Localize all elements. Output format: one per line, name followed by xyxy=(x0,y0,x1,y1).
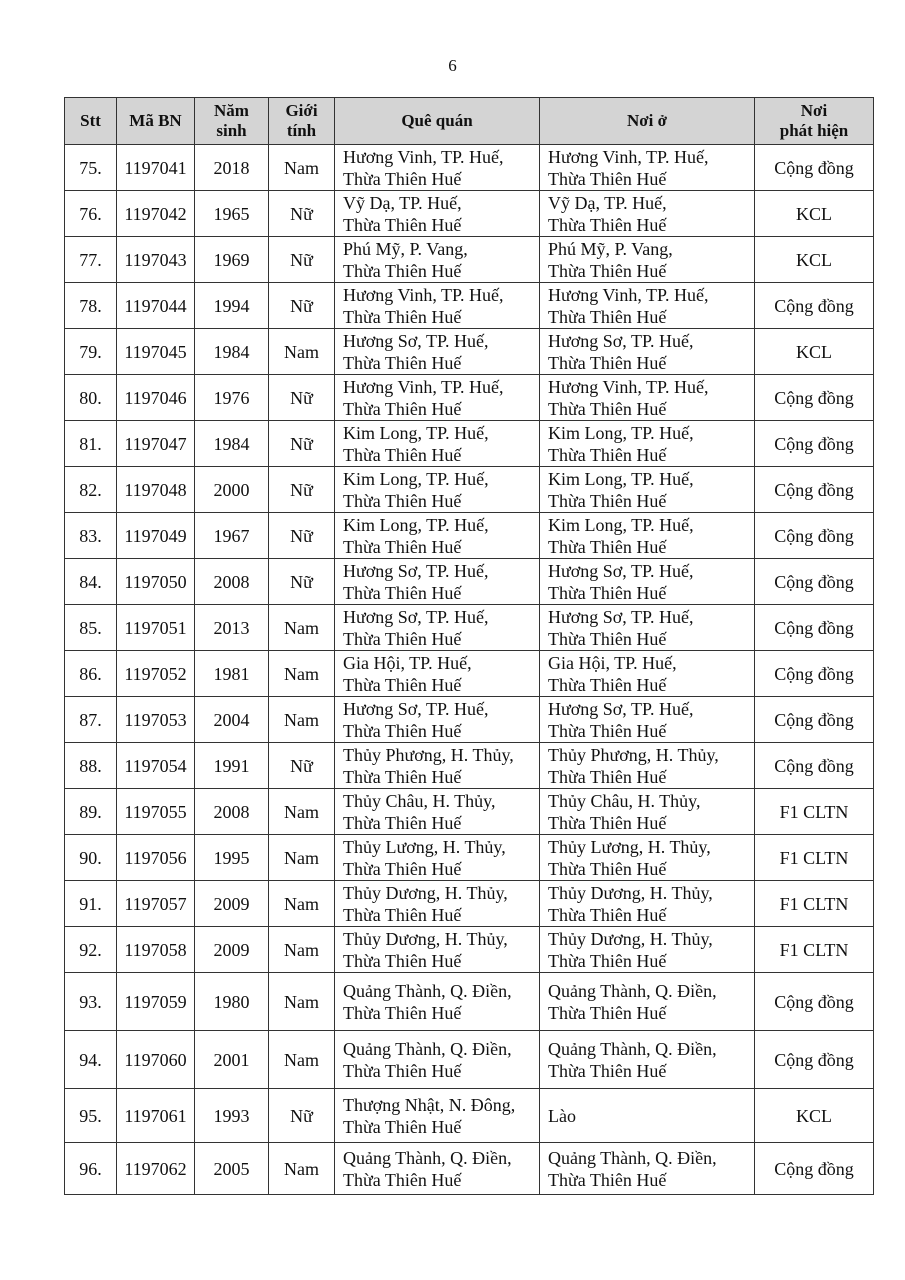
cell-birth-year: 2008 xyxy=(195,559,269,605)
cell-hometown-line1: Thủy Dương, H. Thủy, xyxy=(343,928,508,949)
cell-residence-line2: Thừa Thiên Huế xyxy=(548,628,667,649)
cell-birth-year: 1965 xyxy=(195,191,269,237)
cell-residence-line1: Kim Long, TP. Huế, xyxy=(548,514,694,535)
cell-hometown-line2: Thừa Thiên Huế xyxy=(343,1169,462,1190)
table-row xyxy=(65,329,874,375)
cell-hometown-line2: Thừa Thiên Huế xyxy=(343,1002,462,1023)
table-row xyxy=(65,467,874,513)
table-row xyxy=(65,375,874,421)
table-row xyxy=(65,789,874,835)
cell-sex: Nam xyxy=(269,605,335,651)
cell-sex: Nam xyxy=(269,145,335,191)
cell-hometown-line2: Thừa Thiên Huế xyxy=(343,444,462,465)
table-row xyxy=(65,973,874,1031)
cell-hometown-line1: Hương Sơ, TP. Huế, xyxy=(343,330,489,351)
cell-stt: 91. xyxy=(65,881,117,927)
cell-hometown-line2: Thừa Thiên Huế xyxy=(343,674,462,695)
cell-residence-line1: Hương Sơ, TP. Huế, xyxy=(548,330,694,351)
cell-stt: 88. xyxy=(65,743,117,789)
cell-hometown-line2: Thừa Thiên Huế xyxy=(343,582,462,603)
cell-residence xyxy=(540,789,755,835)
table-row xyxy=(65,651,874,697)
cell-stt: 95. xyxy=(65,1089,117,1143)
cell-patient-id: 1197043 xyxy=(117,237,195,283)
cell-birth-year: 2005 xyxy=(195,1143,269,1195)
cell-hometown-line2: Thừa Thiên Huế xyxy=(343,490,462,511)
cell-residence xyxy=(540,467,755,513)
cell-residence-line2: Thừa Thiên Huế xyxy=(548,214,667,235)
table-row xyxy=(65,881,874,927)
cell-birth-year: 1981 xyxy=(195,651,269,697)
cell-residence-line1: Gia Hội, TP. Huế, xyxy=(548,652,677,673)
cell-residence xyxy=(540,881,755,927)
cell-patient-id: 1197044 xyxy=(117,283,195,329)
cell-detection-place: F1 CLTN xyxy=(755,881,874,927)
cell-residence xyxy=(540,283,755,329)
cell-detection-place: Cộng đồng xyxy=(755,467,874,513)
cell-patient-id: 1197052 xyxy=(117,651,195,697)
cell-residence xyxy=(540,973,755,1031)
cell-birth-year: 1976 xyxy=(195,375,269,421)
cell-hometown xyxy=(335,283,540,329)
cell-stt: 79. xyxy=(65,329,117,375)
cell-stt: 86. xyxy=(65,651,117,697)
cell-residence-line2: Thừa Thiên Huế xyxy=(548,1002,667,1023)
header-patient-id: Mã BN xyxy=(117,98,195,145)
cell-residence-line2: Thừa Thiên Huế xyxy=(548,858,667,879)
cell-detection-place: KCL xyxy=(755,1089,874,1143)
cell-detection-place: Cộng đồng xyxy=(755,697,874,743)
table-row xyxy=(65,283,874,329)
cell-patient-id: 1197055 xyxy=(117,789,195,835)
cell-sex: Nữ xyxy=(269,421,335,467)
cell-detection-place: Cộng đồng xyxy=(755,283,874,329)
cell-patient-id: 1197042 xyxy=(117,191,195,237)
cell-residence-line1: Thủy Phương, H. Thủy, xyxy=(548,744,719,765)
cell-residence-line2: Thừa Thiên Huế xyxy=(548,168,667,189)
cell-hometown-line2: Thừa Thiên Huế xyxy=(343,950,462,971)
cell-residence-line2: Thừa Thiên Huế xyxy=(548,812,667,833)
cell-stt: 90. xyxy=(65,835,117,881)
cell-birth-year: 2001 xyxy=(195,1031,269,1089)
cell-residence-line2: Thừa Thiên Huế xyxy=(548,444,667,465)
cell-hometown-line2: Thừa Thiên Huế xyxy=(343,766,462,787)
cell-residence xyxy=(540,1031,755,1089)
cell-residence xyxy=(540,1089,755,1143)
cell-residence xyxy=(540,605,755,651)
cell-hometown xyxy=(335,191,540,237)
cell-residence xyxy=(540,1143,755,1195)
cell-residence-line1: Quảng Thành, Q. Điền, xyxy=(548,980,717,1001)
cell-hometown-line1: Quảng Thành, Q. Điền, xyxy=(343,980,512,1001)
cell-sex: Nam xyxy=(269,329,335,375)
cell-patient-id: 1197061 xyxy=(117,1089,195,1143)
cell-residence-line1: Quảng Thành, Q. Điền, xyxy=(548,1038,717,1059)
cell-sex: Nữ xyxy=(269,467,335,513)
cell-stt: 89. xyxy=(65,789,117,835)
cell-patient-id: 1197050 xyxy=(117,559,195,605)
cell-birth-year: 2008 xyxy=(195,789,269,835)
header-birth-year xyxy=(195,98,269,145)
cell-hometown-line1: Thủy Phương, H. Thủy, xyxy=(343,744,514,765)
cell-hometown-line2: Thừa Thiên Huế xyxy=(343,720,462,741)
cell-residence xyxy=(540,651,755,697)
cell-residence-line1: Hương Vinh, TP. Huế, xyxy=(548,146,709,167)
cell-patient-id: 1197053 xyxy=(117,697,195,743)
cell-hometown-line2: Thừa Thiên Huế xyxy=(343,858,462,879)
cell-birth-year: 1967 xyxy=(195,513,269,559)
cell-hometown xyxy=(335,697,540,743)
cell-detection-place: Cộng đồng xyxy=(755,375,874,421)
cell-hometown xyxy=(335,973,540,1031)
cell-detection-place: F1 CLTN xyxy=(755,927,874,973)
cell-detection-place: Cộng đồng xyxy=(755,559,874,605)
cell-sex: Nam xyxy=(269,881,335,927)
cell-residence xyxy=(540,329,755,375)
cell-sex: Nam xyxy=(269,1031,335,1089)
cell-hometown-line1: Hương Sơ, TP. Huế, xyxy=(343,606,489,627)
cell-hometown-line1: Thủy Lương, H. Thủy, xyxy=(343,836,506,857)
cell-hometown xyxy=(335,881,540,927)
table-row xyxy=(65,743,874,789)
table-row xyxy=(65,237,874,283)
cell-detection-place: Cộng đồng xyxy=(755,743,874,789)
cell-sex: Nữ xyxy=(269,1089,335,1143)
cell-residence xyxy=(540,697,755,743)
cell-patient-id: 1197054 xyxy=(117,743,195,789)
cell-stt: 81. xyxy=(65,421,117,467)
cell-hometown-line2: Thừa Thiên Huế xyxy=(343,260,462,281)
cell-stt: 87. xyxy=(65,697,117,743)
cell-residence-line1: Hương Sơ, TP. Huế, xyxy=(548,606,694,627)
cell-detection-place: Cộng đồng xyxy=(755,1143,874,1195)
cell-detection-place: KCL xyxy=(755,237,874,283)
cell-sex: Nữ xyxy=(269,191,335,237)
cell-patient-id: 1197047 xyxy=(117,421,195,467)
table-row xyxy=(65,605,874,651)
cell-patient-id: 1197046 xyxy=(117,375,195,421)
cell-residence-line1: Phú Mỹ, P. Vang, xyxy=(548,238,673,259)
cell-birth-year: 1995 xyxy=(195,835,269,881)
cell-hometown-line2: Thừa Thiên Huế xyxy=(343,306,462,327)
cell-residence-line1: Vỹ Dạ, TP. Huế, xyxy=(548,192,667,213)
table-row xyxy=(65,145,874,191)
cell-residence-line2: Thừa Thiên Huế xyxy=(548,260,667,281)
cell-hometown-line1: Hương Vinh, TP. Huế, xyxy=(343,146,504,167)
cell-residence-line2: Thừa Thiên Huế xyxy=(548,1060,667,1081)
cell-hometown xyxy=(335,743,540,789)
cell-residence xyxy=(540,743,755,789)
cell-sex: Nữ xyxy=(269,559,335,605)
cell-residence-line2: Thừa Thiên Huế xyxy=(548,950,667,971)
cell-stt: 78. xyxy=(65,283,117,329)
cell-stt: 84. xyxy=(65,559,117,605)
cell-stt: 96. xyxy=(65,1143,117,1195)
cell-residence-line1: Hương Vinh, TP. Huế, xyxy=(548,284,709,305)
cell-hometown-line1: Kim Long, TP. Huế, xyxy=(343,422,489,443)
cell-birth-year: 1984 xyxy=(195,421,269,467)
cell-hometown-line1: Thủy Châu, H. Thủy, xyxy=(343,790,496,811)
cell-residence-line1: Quảng Thành, Q. Điền, xyxy=(548,1147,717,1168)
cell-hometown xyxy=(335,513,540,559)
cell-residence-line2: Thừa Thiên Huế xyxy=(548,306,667,327)
cell-stt: 92. xyxy=(65,927,117,973)
cell-residence xyxy=(540,375,755,421)
cell-residence-line1: Thủy Châu, H. Thủy, xyxy=(548,790,701,811)
cell-hometown-line1: Kim Long, TP. Huế, xyxy=(343,514,489,535)
cell-detection-place: Cộng đồng xyxy=(755,513,874,559)
cell-patient-id: 1197057 xyxy=(117,881,195,927)
cell-hometown xyxy=(335,559,540,605)
cell-birth-year: 2018 xyxy=(195,145,269,191)
cell-hometown-line2: Thừa Thiên Huế xyxy=(343,628,462,649)
cell-residence xyxy=(540,421,755,467)
cell-detection-place: Cộng đồng xyxy=(755,145,874,191)
cell-residence-line2: Thừa Thiên Huế xyxy=(548,674,667,695)
cell-residence-line2: Thừa Thiên Huế xyxy=(548,398,667,419)
cell-patient-id: 1197062 xyxy=(117,1143,195,1195)
cell-sex: Nữ xyxy=(269,513,335,559)
cell-hometown xyxy=(335,789,540,835)
table-header xyxy=(65,98,874,145)
cell-residence-line1: Hương Vinh, TP. Huế, xyxy=(548,376,709,397)
cell-sex: Nữ xyxy=(269,283,335,329)
cell-hometown-line1: Quảng Thành, Q. Điền, xyxy=(343,1038,512,1059)
table-row xyxy=(65,1031,874,1089)
cell-residence xyxy=(540,191,755,237)
cell-patient-id: 1197048 xyxy=(117,467,195,513)
table-row xyxy=(65,191,874,237)
cell-detection-place: Cộng đồng xyxy=(755,421,874,467)
cell-detection-place: F1 CLTN xyxy=(755,789,874,835)
table-row xyxy=(65,835,874,881)
cell-patient-id: 1197059 xyxy=(117,973,195,1031)
cell-residence-line2: Thừa Thiên Huế xyxy=(548,720,667,741)
cell-hometown xyxy=(335,467,540,513)
table-row xyxy=(65,421,874,467)
cell-stt: 76. xyxy=(65,191,117,237)
cell-sex: Nam xyxy=(269,789,335,835)
cell-birth-year: 2009 xyxy=(195,881,269,927)
cell-birth-year: 1993 xyxy=(195,1089,269,1143)
cell-hometown xyxy=(335,329,540,375)
cell-residence-line1: Thủy Dương, H. Thủy, xyxy=(548,882,713,903)
cell-detection-place: KCL xyxy=(755,329,874,375)
cell-hometown-line2: Thừa Thiên Huế xyxy=(343,812,462,833)
cell-detection-place: Cộng đồng xyxy=(755,605,874,651)
cell-sex: Nam xyxy=(269,697,335,743)
cell-residence xyxy=(540,145,755,191)
cell-residence-line1: Hương Sơ, TP. Huế, xyxy=(548,698,694,719)
cell-hometown-line1: Hương Sơ, TP. Huế, xyxy=(343,698,489,719)
cell-residence-line1: Kim Long, TP. Huế, xyxy=(548,422,694,443)
cell-patient-id: 1197045 xyxy=(117,329,195,375)
header-birth-year-line2: sinh xyxy=(216,121,247,140)
cell-sex: Nam xyxy=(269,1143,335,1195)
cell-stt: 82. xyxy=(65,467,117,513)
cell-hometown xyxy=(335,1143,540,1195)
cell-hometown-line1: Thủy Dương, H. Thủy, xyxy=(343,882,508,903)
cell-detection-place: Cộng đồng xyxy=(755,1031,874,1089)
cell-sex: Nam xyxy=(269,835,335,881)
cell-residence-line1: Thủy Dương, H. Thủy, xyxy=(548,928,713,949)
cell-hometown-line1: Vỹ Dạ, TP. Huế, xyxy=(343,192,462,213)
cell-hometown xyxy=(335,835,540,881)
cell-hometown-line2: Thừa Thiên Huế xyxy=(343,168,462,189)
cell-residence xyxy=(540,513,755,559)
cell-residence-line1: Lào xyxy=(548,1105,576,1126)
cell-birth-year: 1991 xyxy=(195,743,269,789)
cell-sex: Nữ xyxy=(269,237,335,283)
cell-stt: 85. xyxy=(65,605,117,651)
cell-hometown-line2: Thừa Thiên Huế xyxy=(343,214,462,235)
header-detection-place xyxy=(755,98,874,145)
cell-residence-line1: Thủy Lương, H. Thủy, xyxy=(548,836,711,857)
cell-residence-line2: Thừa Thiên Huế xyxy=(548,904,667,925)
header-birth-year-line1: Năm xyxy=(214,101,249,120)
cell-hometown-line1: Hương Sơ, TP. Huế, xyxy=(343,560,489,581)
cell-sex: Nam xyxy=(269,651,335,697)
cell-detection-place: Cộng đồng xyxy=(755,973,874,1031)
cell-birth-year: 1994 xyxy=(195,283,269,329)
cell-hometown-line1: Hương Vinh, TP. Huế, xyxy=(343,376,504,397)
header-detection-line2: phát hiện xyxy=(779,121,849,140)
cell-residence-line2: Thừa Thiên Huế xyxy=(548,490,667,511)
page-number: 6 xyxy=(448,56,457,75)
header-sex-line2: tính xyxy=(286,121,317,140)
cell-detection-place: F1 CLTN xyxy=(755,835,874,881)
cell-patient-id: 1197051 xyxy=(117,605,195,651)
cell-hometown xyxy=(335,1031,540,1089)
cell-hometown-line1: Gia Hội, TP. Huế, xyxy=(343,652,472,673)
cell-hometown-line1: Thượng Nhật, N. Đông, xyxy=(343,1094,516,1115)
cell-hometown xyxy=(335,145,540,191)
cell-patient-id: 1197060 xyxy=(117,1031,195,1089)
cell-hometown xyxy=(335,927,540,973)
cell-stt: 93. xyxy=(65,973,117,1031)
cell-hometown-line2: Thừa Thiên Huế xyxy=(343,352,462,373)
cell-patient-id: 1197041 xyxy=(117,145,195,191)
cell-hometown-line1: Kim Long, TP. Huế, xyxy=(343,468,489,489)
cell-detection-place: Cộng đồng xyxy=(755,651,874,697)
cell-hometown-line1: Quảng Thành, Q. Điền, xyxy=(343,1147,512,1168)
cell-hometown-line1: Phú Mỹ, P. Vang, xyxy=(343,238,468,259)
cell-patient-id: 1197049 xyxy=(117,513,195,559)
cell-sex: Nam xyxy=(269,973,335,1031)
table-row xyxy=(65,927,874,973)
table-row xyxy=(65,1143,874,1195)
table-row xyxy=(65,513,874,559)
cell-residence xyxy=(540,237,755,283)
cell-hometown xyxy=(335,651,540,697)
cell-hometown-line2: Thừa Thiên Huế xyxy=(343,1116,462,1137)
cell-sex: Nữ xyxy=(269,375,335,421)
header-sex xyxy=(269,98,335,145)
cell-stt: 77. xyxy=(65,237,117,283)
cell-sex: Nam xyxy=(269,927,335,973)
cell-detection-place: KCL xyxy=(755,191,874,237)
cell-residence xyxy=(540,559,755,605)
cell-hometown-line2: Thừa Thiên Huế xyxy=(343,398,462,419)
cell-stt: 94. xyxy=(65,1031,117,1089)
cell-birth-year: 2000 xyxy=(195,467,269,513)
cell-birth-year: 1984 xyxy=(195,329,269,375)
cell-stt: 83. xyxy=(65,513,117,559)
cell-hometown xyxy=(335,421,540,467)
cell-birth-year: 2004 xyxy=(195,697,269,743)
cell-hometown-line2: Thừa Thiên Huế xyxy=(343,904,462,925)
table-body xyxy=(65,145,874,1195)
cell-residence-line2: Thừa Thiên Huế xyxy=(548,536,667,557)
cell-birth-year: 2009 xyxy=(195,927,269,973)
cell-patient-id: 1197058 xyxy=(117,927,195,973)
table-row xyxy=(65,559,874,605)
header-detection-line1: Nơi xyxy=(800,101,828,120)
cell-residence-line2: Thừa Thiên Huế xyxy=(548,352,667,373)
cell-birth-year: 1980 xyxy=(195,973,269,1031)
table-row xyxy=(65,1089,874,1143)
cases-table xyxy=(64,97,874,1195)
cell-residence-line2: Thừa Thiên Huế xyxy=(548,582,667,603)
cell-residence-line1: Hương Sơ, TP. Huế, xyxy=(548,560,694,581)
cell-hometown-line2: Thừa Thiên Huế xyxy=(343,536,462,557)
cell-patient-id: 1197056 xyxy=(117,835,195,881)
header-residence: Nơi ở xyxy=(540,98,755,145)
cell-stt: 75. xyxy=(65,145,117,191)
cell-residence xyxy=(540,927,755,973)
cell-birth-year: 1969 xyxy=(195,237,269,283)
cell-sex: Nữ xyxy=(269,743,335,789)
cell-residence-line2: Thừa Thiên Huế xyxy=(548,766,667,787)
cell-hometown-line2: Thừa Thiên Huế xyxy=(343,1060,462,1081)
cell-residence xyxy=(540,835,755,881)
table-row xyxy=(65,697,874,743)
header-sex-line1: Giới xyxy=(285,101,318,120)
cell-hometown xyxy=(335,375,540,421)
cell-birth-year: 2013 xyxy=(195,605,269,651)
cell-hometown xyxy=(335,237,540,283)
cell-hometown-line1: Hương Vinh, TP. Huế, xyxy=(343,284,504,305)
header-hometown: Quê quán xyxy=(335,98,540,145)
cell-residence-line1: Kim Long, TP. Huế, xyxy=(548,468,694,489)
header-stt: Stt xyxy=(65,98,117,145)
cell-hometown xyxy=(335,1089,540,1143)
cell-stt: 80. xyxy=(65,375,117,421)
cell-hometown xyxy=(335,605,540,651)
cell-residence-line2: Thừa Thiên Huế xyxy=(548,1169,667,1190)
